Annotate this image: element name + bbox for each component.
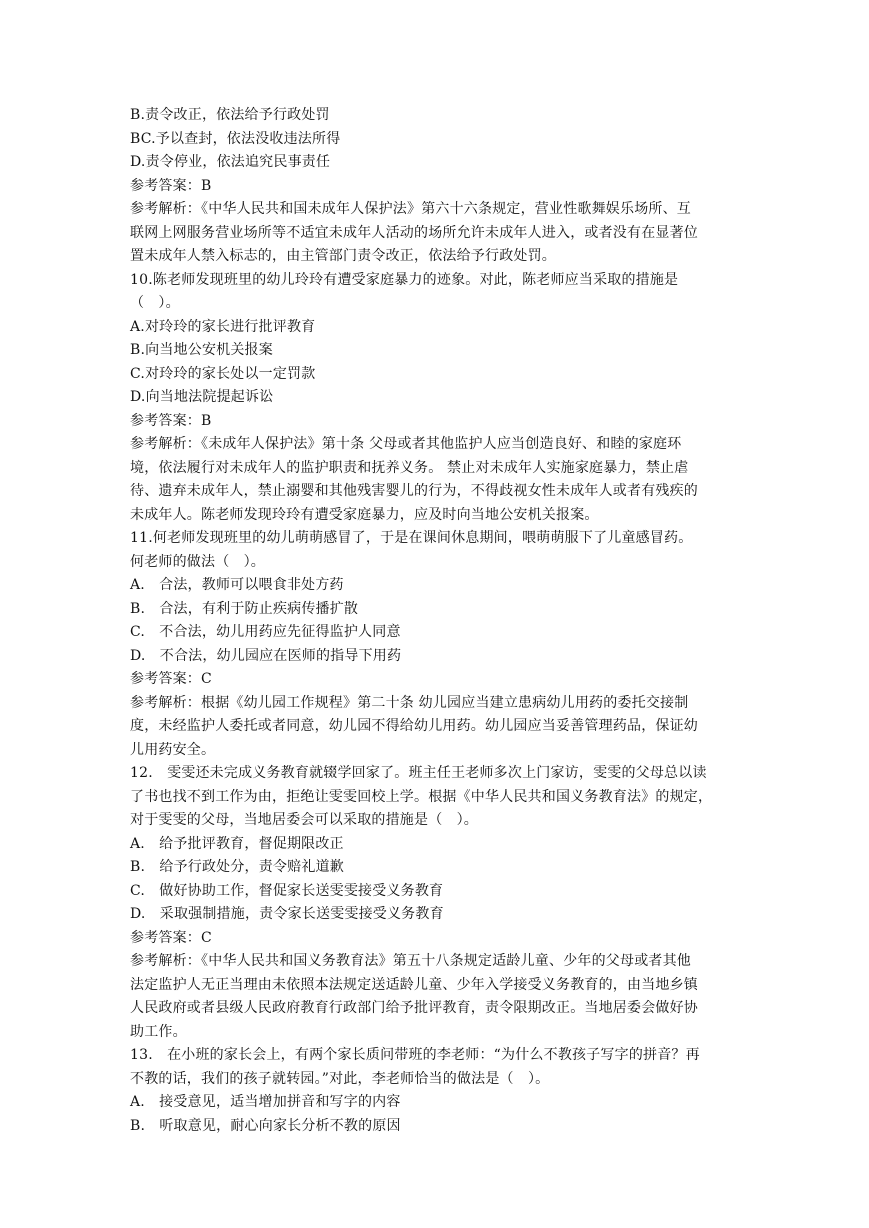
explanation-text: 置未成年人禁入标志的，由主管部门责令改正，依法给予行政处罚。 — [130, 248, 556, 264]
question-12-explanation: 参考解析：《中华人民共和国义务教育法》第五十八条规定适龄儿童、少年的父母或者其他 — [130, 953, 691, 969]
explanation-text: 联网上网服务营业场所等不适宜未成年人活动的场所允许未成年人进入，或者没有在显著位 — [130, 224, 698, 241]
question-10-option-a: A.对玲玲的家长进行批评教育 — [130, 318, 316, 335]
question-11-explanation: 儿用药安全。 — [130, 741, 216, 758]
question-12-blank: 对于雯雯的父母，当地居委会可以采取的措施是（ ）。 — [130, 812, 478, 828]
question-11-explanation: 度，未经监护人委托或者同意，幼儿园不得给幼儿用药。幼儿园应当妥善管理药品，保证幼 — [130, 718, 698, 734]
question-11-explanation: 参考解析：根据《幼儿园工作规程》第二十条 幼儿园应当建立患病幼儿用药的委托交接制 — [130, 694, 689, 711]
question-10-explanation: 参考解析：《未成年人保护法》第十条 父母或者其他监护人应当创造良好、和睦的家庭环 — [130, 436, 682, 452]
question-11-option-b: B. 合法，有利于防止疾病传播扩散 — [130, 600, 359, 617]
question-12: 了书也找不到工作为由，拒绝让雯雯回校上学。根据《中华人民共和国义务教育法》的规定， — [130, 788, 713, 805]
question-12-option-d: D. 采取强制措施，责令家长送雯雯接受义务教育 — [130, 906, 444, 922]
question-13: 13. 在小班的家长会上，有两个家长质问带班的李老师：“为什么不教孩子写字的拼音？再 — [130, 1047, 700, 1063]
question-12-option-b: B. 给予行政处分，责令赔礼道歉 — [130, 859, 344, 875]
question-11-option-a: A. 合法，教师可以喂食非处方药 — [130, 577, 344, 593]
question-11-answer: 参考答案：C — [130, 671, 212, 687]
question-11: 11.何老师发现班里的幼儿萌萌感冒了，于是在课间休息期间，喂萌萌服下了儿童感冒药。 — [130, 530, 693, 546]
explanation-text: 参考解析：《中华人民共和国未成年人保护法》第六十六条规定，营业性歌舞娱乐场所、互 — [130, 201, 691, 217]
question-10: 10.陈老师发现班里的幼儿玲玲有遭受家庭暴力的迹象。对此，陈老师应当采取的措施是 — [130, 271, 679, 288]
question-10-option-d: D.向当地法院提起诉讼 — [130, 389, 274, 405]
question-10-option-b: B.向当地公安机关报案 — [130, 342, 273, 358]
answer-label: 参考答案：B — [130, 177, 212, 194]
question-10-option-c: C.对玲玲的家长处以一定罚款 — [130, 365, 316, 382]
question-10-explanation: 境，依法履行对未成年人的监护职责和抚养义务。 禁止对未成年人实施家庭暴力，禁止虐 — [130, 459, 689, 476]
question-12-answer: 参考答案：C — [130, 929, 212, 946]
option-d: D.责令停业，依法追究民事责任 — [130, 154, 331, 170]
question-11-blank: 何老师的做法（ ）。 — [130, 553, 265, 570]
question-10-answer: 参考答案：B — [130, 412, 212, 429]
question-13-option-a: A. 接受意见，适当增加拼音和写字的内容 — [130, 1094, 401, 1110]
question-10-explanation: 未成年人。陈老师发现玲玲有遭受家庭暴力，应及时向当地公安机关报案。 — [130, 506, 599, 523]
option-bc: BC.予以查封，依法没收违法所得 — [130, 130, 341, 147]
question-12-explanation: 法定监护人无正当理由未依照本法规定送适龄儿童、少年入学接受义务教育的，由当地乡镇 — [130, 976, 698, 993]
question-13-option-b: B. 听取意见，耐心向家长分析不教的原因 — [130, 1117, 401, 1134]
question-12-explanation: 人民政府或者县级人民政府教育行政部门给予批评教育，责令限期改正。当地居委会做好协 — [130, 1000, 698, 1016]
question-12-explanation: 助工作。 — [130, 1023, 187, 1040]
option-b: B.责令改正，依法给予行政处罚 — [130, 107, 330, 123]
question-11-option-c: C. 不合法，幼儿用药应先征得监护人同意 — [130, 624, 401, 640]
question-13-blank: 不教的话，我们的孩子就转园。”对此，李老师恰当的做法是（ ）。 — [130, 1070, 550, 1087]
question-10-blank: （ ）。 — [130, 295, 180, 311]
question-12-option-a: A. 给予批评教育，督促期限改正 — [130, 835, 344, 852]
question-11-option-d: D. 不合法，幼儿园应在医师的指导下用药 — [130, 647, 402, 664]
question-12-option-c: C. 做好协助工作，督促家长送雯雯接受义务教育 — [130, 882, 444, 899]
question-12: 12. 雯雯还未完成义务教育就辍学回家了。班主任王老师多次上门家访，雯雯的父母总以读 — [130, 765, 707, 781]
question-10-explanation: 待、遗弃未成年人，禁止溺婴和其他残害婴儿的行为，不得歧视女性未成年人或者有残疾的 — [130, 483, 698, 499]
document-body — [130, 104, 742, 1138]
